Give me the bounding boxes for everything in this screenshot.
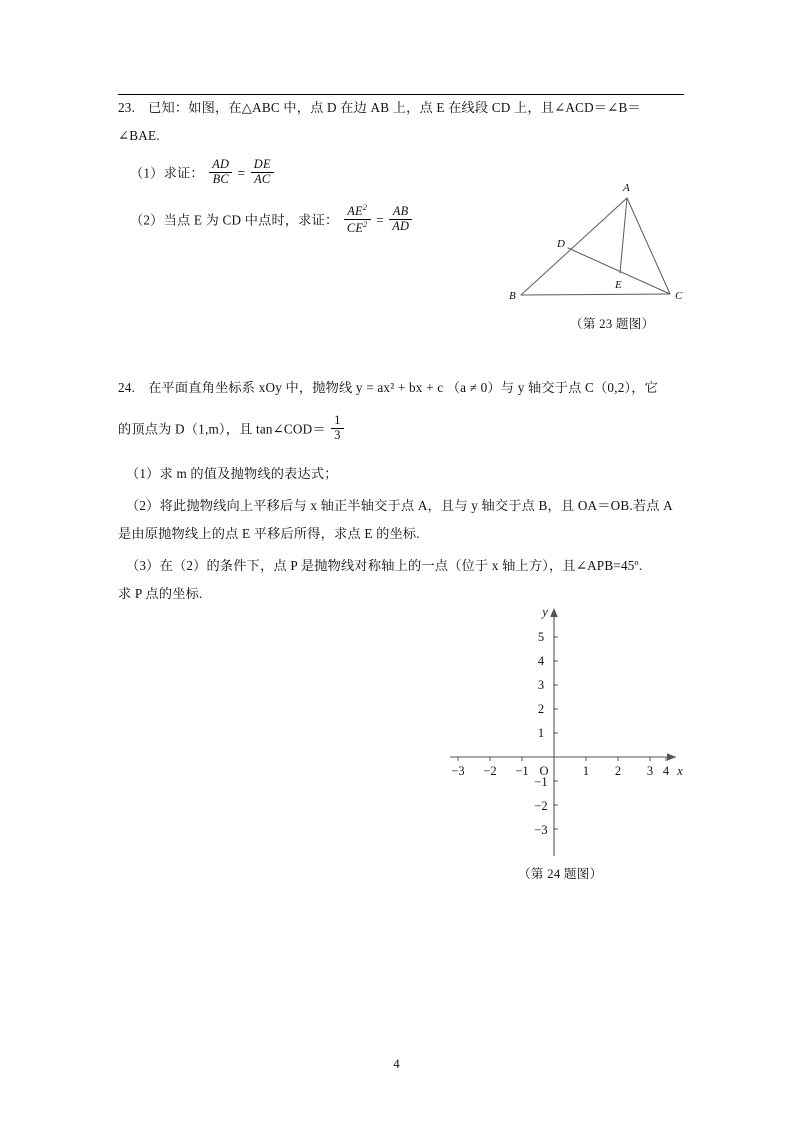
fraction-denominator: $CE^2$ [346,219,368,236]
problem-23-part-2-label: （2）当点 E 为 CD 中点时，求证： [130,212,339,228]
fraction-denominator: AC [254,172,271,187]
problem-23-stem-line-1 [118,100,641,115]
y-axis-arrow [550,608,558,617]
problem-23-number: 23. [118,100,136,115]
x-tick-label-1: 1 [582,764,590,778]
fraction-denominator: BC [212,172,229,187]
fraction-numerator: DE [251,158,274,173]
y-tick-label-5: 5 [537,630,545,644]
fraction-numerator: 1 [331,414,343,429]
fraction-numerator: AB [389,205,412,220]
problem-24-stem-text-1: 在平面直角坐标系 xOy 中，抛物线 y = ax² + bx + c （a ≠ 0）与 y 轴交于点 C（0,2），它 [148,380,659,395]
segment-BC [521,294,670,295]
vertex-label-C: C [675,290,683,302]
y-tick-label--2: −2 [534,799,548,813]
problem-24-stem-line-1 [118,380,658,395]
x-tick-label--3: −3 [451,764,465,778]
page-number: 4 [393,1056,400,1071]
problem-24-figure [440,598,690,863]
problem-23-part-2-fraction-left [344,203,371,236]
problem-23-part-1-fraction-left [209,158,232,187]
y-tick-label-3: 3 [537,678,545,692]
origin-label: O [539,764,549,778]
problem-24-part-3-line-2: 求 P 点的坐标. [118,586,203,601]
x-tick-label--1: −1 [515,764,529,778]
problem-23-part-2-equals: = [376,212,384,228]
y-tick-label-4: 4 [537,654,545,668]
x-tick-label-4: 4 [662,764,670,778]
problem-23-part-1 [130,157,276,189]
problem-24-stem-line-2 [118,413,346,445]
y-tick-label-1: 1 [537,726,545,740]
problem-23-figure [495,178,690,308]
problem-23-figure-caption: （第 23 题图） [570,317,655,331]
y-axis-label: y [542,605,548,619]
x-tick-label--2: −2 [483,764,497,778]
x-tick-label-3: 3 [646,764,654,778]
x-axis-arrow [667,753,676,761]
y-tick-label-2: 2 [537,702,545,716]
problem-24-figure-caption: （第 24 题图） [518,867,603,881]
problem-24-part-3-line-1: （3）在（2）的条件下，点 P 是抛物线对称轴上的一点（位于 x 轴上方），且∠APB=45º. [126,558,643,573]
problem-24-part-1: （1）求 m 的值及抛物线的表达式； [126,466,338,481]
problem-23-part-1-label: （1）求证： [130,165,204,181]
fraction-denominator: 3 [334,428,341,443]
y-axis-ticks [554,637,558,829]
problem-23-part-1-equals: = [237,165,246,181]
header-rule [118,94,684,95]
x-tick-label-2: 2 [614,764,622,778]
vertex-label-D: D [557,238,565,250]
segment-BA [521,198,627,295]
fraction-numerator: AD [209,158,232,173]
problem-24-part-2-line-2: 是由原抛物线上的点 E 平移后所得，求点 E 的坐标. [118,526,420,541]
fraction-numerator: $AE^2$ [344,203,371,220]
vertex-label-A: A [623,182,630,194]
problem-24-number: 24. [118,380,136,395]
vertex-label-B: B [509,290,516,302]
y-tick-label--3: −3 [534,823,548,837]
problem-24-part-2-line-1: （2）将此抛物线向上平移后与 x 轴正半轴交于点 A，且与 y 轴交于点 B，且 OA＝OB.若点 A [126,498,673,513]
fraction-denominator: AD [392,219,410,234]
problem-24-tan-fraction [331,414,343,443]
problem-23-stem-line-2: ∠BAE. [118,128,160,143]
segment-AE [620,198,627,273]
problem-23-stem-text-1: 已知：如图，在△ABC 中，点 D 在边 AB 上，点 E 在线段 CD 上，且∠ACD＝∠B＝ [148,100,641,115]
exponent: 2 [363,219,368,230]
segment-AC [627,198,670,294]
x-axis-label: x [677,764,683,778]
problem-23-part-2-fraction-right [389,205,412,234]
exponent: 2 [362,202,368,213]
problem-23-part-2 [130,202,414,238]
vertex-label-E: E [615,279,622,291]
problem-24-stem-text-2: 的顶点为 D（1,m），且 tan∠COD＝ [118,421,326,437]
problem-23-part-1-fraction-right [251,158,274,187]
x-axis-ticks [458,757,666,761]
y-tick-label--1: −1 [534,775,548,789]
